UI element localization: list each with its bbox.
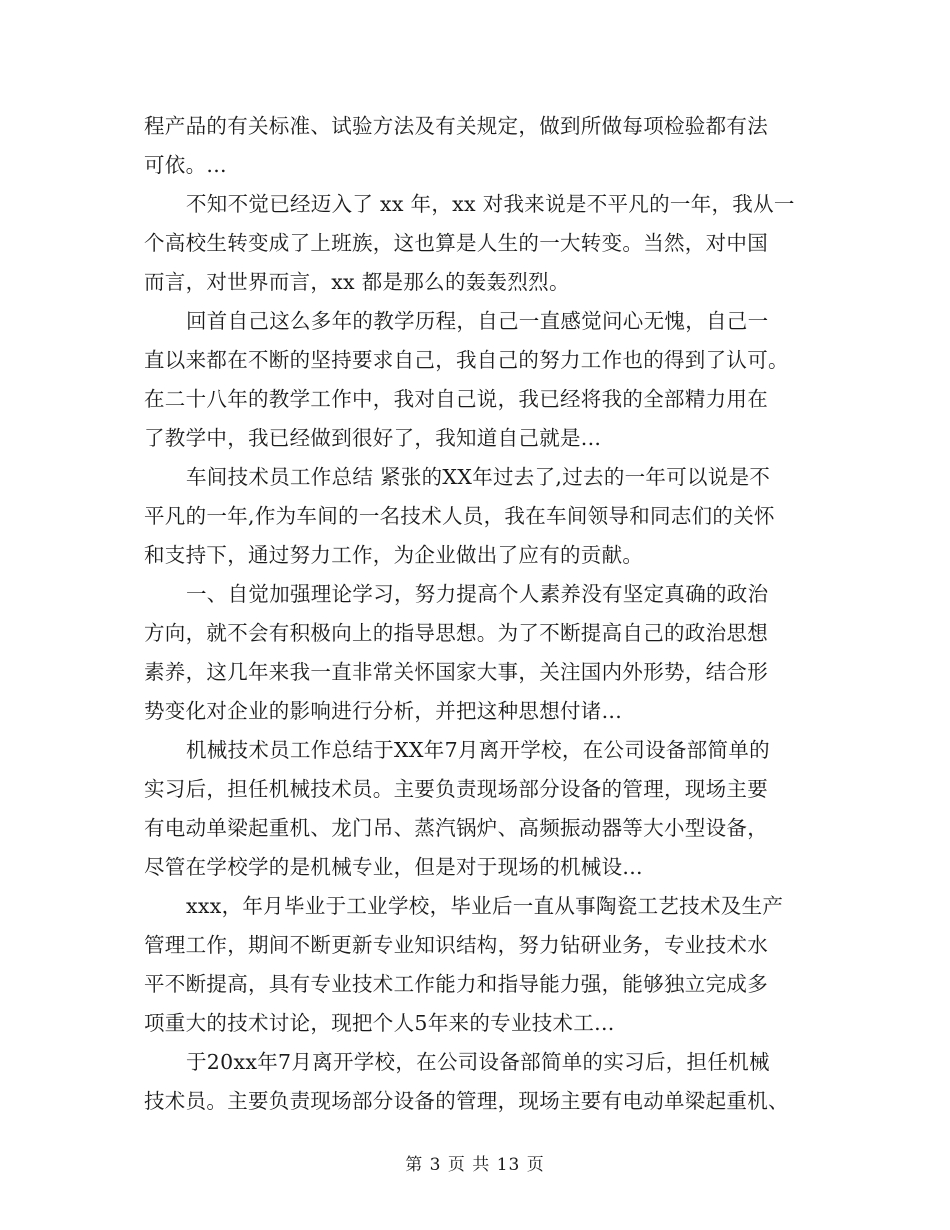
text-line: 在二十八年的教学工作中，我对自己说，我已经将我的全部精力用在 [144, 387, 768, 411]
text-line: 车间技术员工作总结 紧张的XX年过去了,过去的一年可以说是不 [186, 465, 771, 489]
text-line: 而言，对世界而言，xx 都是那么的轰轰烈烈。 [144, 270, 570, 294]
text-line: 机械技术员工作总结于XX年7月离开学校，在公司设备部简单的 [186, 738, 770, 762]
text-line: 一、自觉加强理论学习，努力提高个人素养没有坚定真确的政治 [186, 582, 769, 606]
text-line: 程产品的有关标准、试验方法及有关规定，做到所做每项检验都有法 [144, 114, 768, 138]
document-body [144, 107, 807, 1121]
text-line: 和支持下，通过努力工作，为企业做出了应有的贡献。 [144, 543, 644, 567]
text-line: 不知不觉已经迈入了 xx 年，xx 对我来说是不平凡的一年，我从一 [186, 192, 795, 216]
text-line: 方向，就不会有积极向上的指导思想。为了不断提高自己的政治思想 [144, 621, 768, 645]
text-line: 于20xx年7月离开学校，在公司设备部简单的实习后，担任机械 [186, 1050, 770, 1074]
text-line: 个高校生转变成了上班族，这也算是人生的一大转变。当然，对中国 [144, 231, 768, 255]
page-footer: 第 3 页 共 13 页 [405, 1155, 545, 1175]
text-line: 素养，这几年来我一直非常关怀国家大事，关注国内外形势，结合形 [144, 660, 768, 684]
text-line: 实习后，担任机械技术员。主要负责现场部分设备的管理，现场主要 [144, 777, 768, 801]
text-line: 管理工作，期间不断更新专业知识结构，努力钻研业务，专业技术水 [144, 933, 768, 957]
text-line: 技术员。主要负责现场部分设备的管理，现场主要有电动单梁起重机、 [144, 1089, 789, 1113]
text-line: 了教学中，我已经做到很好了，我知道自己就是... [144, 426, 602, 450]
text-line: 平凡的一年,作为车间的一名技术人员，我在车间领导和同志们的关怀 [144, 504, 775, 528]
text-line: 直以来都在不断的坚持要求自己，我自己的努力工作也的得到了认可。 [144, 348, 789, 372]
text-line: 平不断提高，具有专业技术工作能力和指导能力强，能够独立完成多 [144, 972, 768, 996]
text-line: 可依。... [144, 153, 227, 177]
text-line: 项重大的技术讨论，现把个人5年来的专业技术工... [144, 1011, 615, 1035]
text-line: 有电动单梁起重机、龙门吊、蒸汽锅炉、高频振动器等大小型设备， [144, 816, 768, 840]
text-line: 尽管在学校学的是机械专业，但是对于现场的机械设... [144, 855, 643, 879]
text-line: 势变化对企业的影响进行分析，并把这种思想付诸... [144, 699, 623, 723]
text-line: 回首自己这么多年的教学历程，自己一直感觉问心无愧，自己一 [186, 309, 769, 333]
text-line: xxx，年月毕业于工业学校，毕业后一直从事陶瓷工艺技术及生产 [186, 894, 784, 918]
